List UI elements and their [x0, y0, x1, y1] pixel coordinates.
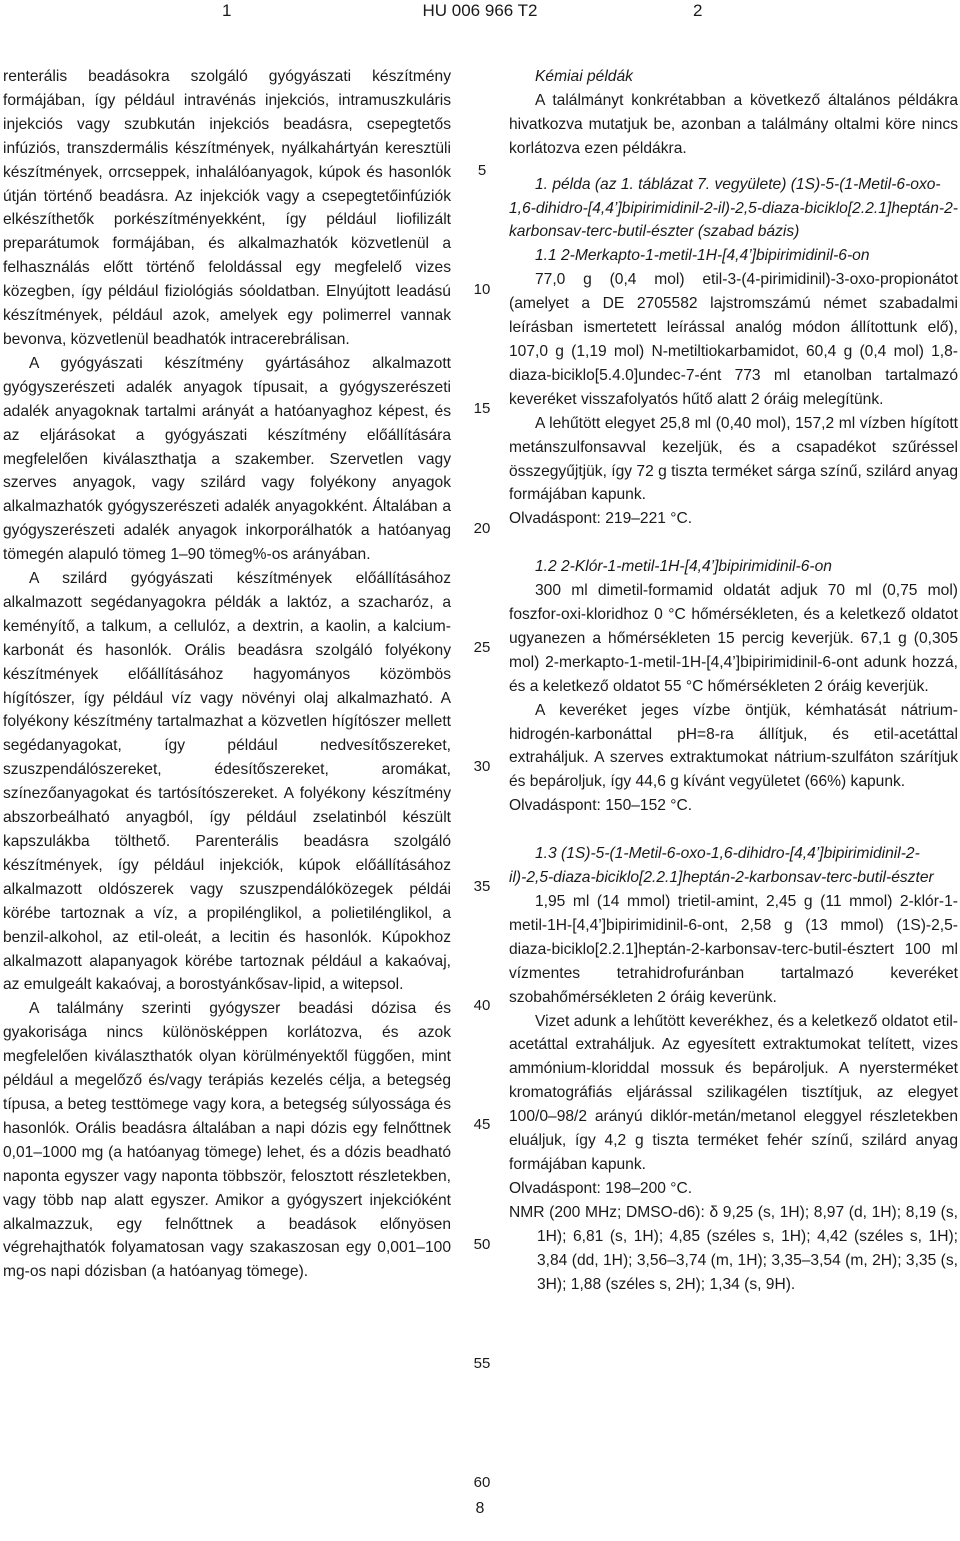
line-number: 45	[473, 1116, 491, 1133]
line-number: 10	[473, 281, 491, 298]
paragraph: 1,95 ml (14 mmol) trietil-amint, 2,45 g (11 mmol) 2-klór-1-metil-1H-[4,4’]bipirimidinil-6-ont, 2,58 g (13 mmol) (1S)-2,5-diaza-biciklo[2.2.1]heptán-2-karbonsav-terc-butil-észtert 100 ml vízmentes tetrahidrofuránban tartalmazó keveréket szobahőmérsékleten 2 óráig keverünk.	[509, 893, 958, 1006]
header-page-right: 2	[693, 1, 703, 20]
left-column	[3, 65, 451, 1284]
paragraph: renterális beadásokra szolgáló gyógyászati készítmény formájában, így például intravénás injekciós, intramuszkuláris injekciós vagy szubkután injekciós beadásra, csepegtetős infúziós, transzdermális készítmények, nyálkahártyán keresztüli készítmények, orrcseppek, inhalálóanyagok, kúpok és hasonlók útján történő beadásra. Az injekciók vagy a csepegtetőinfúziók elkészíthetők porkészítményekként, így például liofilizált preparátumok formájában, és alkalmazhatók közvetlenül a felhasználás előtt történő feloldással egy megfelelő vizes közegben, így például fiziológiás sóoldatban. Elnyújtott leadású készítmények, például azok, amelyek egy polimerrel vannak bevonva, közvetlenül beadhatók intracerebrálisan.	[3, 68, 451, 348]
paragraph: A gyógyászati készítmény gyártásához alkalmazott gyógyszerészeti adalék anyagok típusait, a gyógyszerészeti adalék anyagoknak tartalmi arányát a hatóanyaghoz képest, és az eljárásokat a gyógyászati készítmény előállítására megfelelően kiválaszthatja a szakember. Szervetlen vagy szerves anyagok, vagy szilárd vagy folyékony anyagok alkalmazhatók gyógyszerészeti adalék anyagokként. Általában a gyógyszerészeti adalék anyagok inkorporálhatók a hatóanyag tömegén alapuló tömeg 1–90 tömeg%-os arányában.	[3, 354, 451, 564]
paragraph: A találmány szerinti gyógyszer beadási dózisa és gyakorisága nincs különösképpen korlátozva, és azok megfelelően kiválaszthatók olyan körülményektől függően, mint például a megelőző és/vagy terápiás kezelés célja, a betegség típusa, a beteg testtömege vagy kora, a betegség súlyossága és hasonlók. Orális beadásra általában a napi dózis egy felnőttnek 0,01–1000 mg (a hatóanyag tömege) lehet, és a dózis beadható naponta egyszer vagy naponta többször, felosztott részletekben, vagy több nap alatt egyszer. Amikor a gyógyszert injekcióként alkalmazzuk, egy felnőttnek a beadások előnyösen végrehajthatók folyamatosan vagy szakaszosan egy 0,001–100 mg-os napi dózisban (a hatóanyag tömege).	[3, 1000, 451, 1281]
page-number: 8	[475, 1500, 485, 1517]
line-number: 20	[473, 520, 491, 537]
step-title: 1.3 (1S)-5-(1-Metil-6-oxo-1,6-dihidro-[4,4’]bipirimidinil-2-il)-2,5-diaza-biciklo[2.2.1]heptán-2-karbonsav-terc-butil-észter	[509, 845, 934, 887]
line-number: 50	[473, 1236, 491, 1253]
melting-point: Olvadáspont: 219–221 °C.	[509, 510, 693, 528]
line-number: 55	[473, 1355, 491, 1372]
line-number: 15	[473, 400, 491, 417]
right-column	[509, 65, 958, 1296]
section-title: Kémiai példák	[535, 68, 633, 85]
step-title: 1.2 2-Klór-1-metil-1H-[4,4’]bipirimidinil-6-on	[535, 558, 832, 576]
line-number: 35	[473, 878, 491, 895]
line-number: 30	[473, 758, 491, 775]
paragraph: Vizet adunk a lehűtött keverékhez, és a keletkező oldatot etil-acetáttal extraháljuk. Az egyesített extraktumokat telített, vizes ammónium-kloriddal mossuk és bepároljuk. A nyersterméket kromatográfiás eljárással szilikagélen tisztítjuk, az elegyet 100/0–98/2 arányú diklór-metán/metanol eleggyel részletekben eluáljuk, így 4,2 g tiszta terméket fehér színű, szilárd anyag formájában kapunk.	[509, 1012, 958, 1173]
line-number: 40	[473, 997, 491, 1014]
nmr-data: NMR (200 MHz; DMSO-d6): δ 9,25 (s, 1H); 8,97 (d, 1H); 8,19 (s, 1H); 6,81 (s, 1H); 4,85 (széles s, 1H); 4,42 (széles s, 1H); 3,84 (dd, 1H); 3,56–3,74 (m, 1H); 3,35–3,54 (m, 2H); 3,35 (s, 3H); 1,88 (széles s, 2H); 1,34 (s, 9H).	[509, 1203, 958, 1293]
paragraph: 77,0 g (0,4 mol) etil-3-(4-pirimidinil)-3-oxo-propionátot (amelyet a DE 2705582 lajstromszámú német szabadalmi leírásban ismertetett leírással analóg módon állítottunk elő), 107,0 g (1,19 mol) N-metiltiokarbamidot, 60,4 g (0,4 mol) 1,8-diaza-biciklo[5.4.0]undec-7-ént 773 ml etanolban tartalmazó keveréket visszafolyatós hűtő alatt 2 óráig melegítünk.	[509, 271, 958, 408]
melting-point: Olvadáspont: 198–200 °C.	[509, 1179, 693, 1197]
paragraph: 300 ml dimetil-formamid oldatát adjuk 70 ml (0,75 mol) foszfor-oxi-kloridhoz 0 °C hőmérsékleten, és a keletkező oldatot ugyanezen a hőmérsékleten 15 percig keverjük. 67,1 g (0,305 mol) 2-merkapto-1-metil-1H-[4,4’]bipirimidinil-6-ont adunk hozzá, és a keletkező oldatot 55 °C hőmérsékleten 2 óráig keverjük.	[509, 582, 958, 695]
line-number: 60	[473, 1474, 491, 1491]
paragraph: A keveréket jeges vízbe öntjük, kémhatását nátrium-hidrogén-karbonáttal pH=8-ra állítjuk, és etil-acetáttal extraháljuk. A szerves extraktumokat nátrium-szulfáton szárítjuk és bepároljuk, így 44,6 g kívánt vegyületet (66%) kapunk.	[509, 701, 958, 791]
header-page-left: 1	[222, 1, 232, 20]
melting-point: Olvadáspont: 150–152 °C.	[509, 797, 693, 815]
step-title: 1.1 2-Merkapto-1-metil-1H-[4,4’]bipirimidinil-6-on	[535, 247, 870, 265]
intro-paragraph: A találmányt konkrétabban a következő általános példákra hivatkozva mutatjuk be, azonban a találmány oltalmi köre nincs korlátozva ezen példákra.	[509, 91, 958, 157]
header-doc-number: HU 006 966 T2	[422, 1, 538, 20]
paragraph: A szilárd gyógyászati készítmények előállításához alkalmazott segédanyagokra példák a laktóz, a szacharóz, a keményítő, a talkum, a cellulóz, a dextrin, a kaolin, a kalcium-karbonát és hasonlók. Orális beadásra szolgáló folyékony készítmények előállításához hagyományos közömbös hígítószer, így például víz vagy növényi olaj alkalmazható. A folyékony készítmény tartalmazhat a közvetlen hígítószer mellett segédanyagokat, így például nedvesítőszereket, szuszpendálószereket, édesítőszereket, aromákat, színezőanyagokat és tartósítószereket. A folyékony készítmény abszorbeálható anyagból, így például zselatinból készült kapszulákba tölthető. Parenterális beadásra szolgáló készítmények, így például injekciók, kúpok előállításához alkalmazott oldószerek vagy szuszpendálóközegek példái körébe tartoznak a víz, a propilénglikol, a polietilénglikol, a benzil-alkohol, az etil-oleát, a lecitin és hasonlók. Kúpokhoz alkalmazott alapanyagok körébe tartoznak például a kakaóvaj, az emulgeált kakaóvaj, a borostyánkősav-lipid, a witepsol.	[3, 570, 451, 994]
example-title: 1. példa (az 1. táblázat 7. vegyülete) (1S)-5-(1-Metil-6-oxo-1,6-dihidro-[4,4’]bipirimidinil-2-il)-2,5-diaza-biciklo[2.2.1]heptán-2-karbonsav-terc-butil-észter (szabad bázis)	[509, 175, 958, 241]
paragraph: A lehűtött elegyet 25,8 ml (0,40 mol), 157,2 ml vízben hígított metánszulfonsavval kezeljük, és a csapadékot szűréssel összegyűjtjük, így 72 g tiszta terméket sárga színű, szilárd anyag formájában kapunk.	[509, 414, 958, 504]
line-number: 25	[473, 639, 491, 656]
line-number: 5	[477, 162, 487, 179]
